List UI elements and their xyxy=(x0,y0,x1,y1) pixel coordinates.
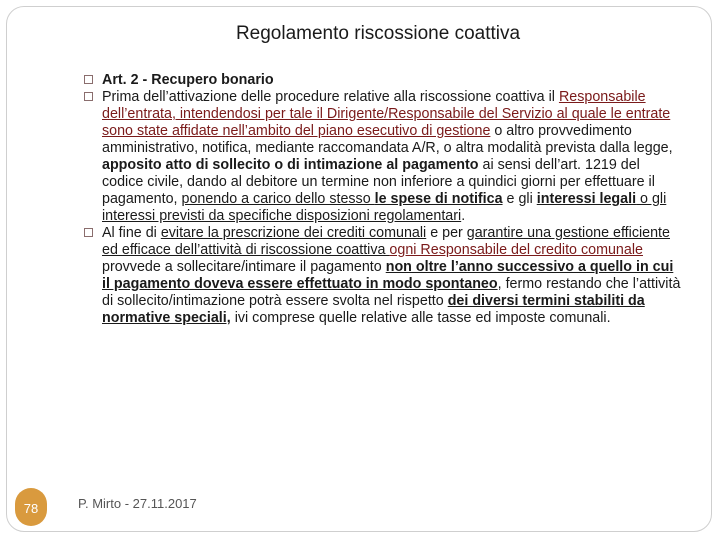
text-segment: e gli xyxy=(502,191,537,207)
slide-content xyxy=(82,72,682,327)
bullet-box-icon xyxy=(84,92,93,101)
bullet-box-icon xyxy=(84,228,93,237)
slide-title: Regolamento riscossione coattiva xyxy=(235,23,521,44)
text-underlined: o gli interessi previsti da specifiche disposizioni regolamentari xyxy=(102,191,667,224)
text-segment: , fermo restando che l’attività di sollecito/intimazione potrà essere svolta nel rispetto xyxy=(102,276,681,309)
bullet-prescrizione xyxy=(82,225,682,327)
slide-footer: P. Mirto - 27.11.2017 xyxy=(78,496,197,511)
text-segment: ai sensi dell’art. 1219 del codice civile, dando al debitore un termine non inferiore a quindici giorni per effettuare il pagamento, xyxy=(102,157,655,207)
text-segment: o altro provvedimento amministrativo, notifica, mediante raccomandata A/R, o altra modalità prevista dalla legge, xyxy=(102,123,673,156)
text-segment: provvede a sollecitare/intimare il pagamento xyxy=(102,259,386,275)
text-segment: Prima dell’attivazione delle procedure relative alla riscossione coattiva il xyxy=(102,89,559,105)
text-underlined-bold: interessi legali xyxy=(536,191,637,207)
text-segment: Al fine di xyxy=(102,225,161,241)
text-underlined-bold: non oltre l’anno successivo a quello in cui il pagamento doveva essere effettuato in modo spontaneo xyxy=(102,259,674,292)
text-segment: . xyxy=(461,208,466,224)
text-underlined-red: ogni Responsabile del credito comunale xyxy=(389,242,643,258)
text-underlined-red: Responsabile dell’entrata, intendendosi per tale il Dirigente/Responsabile del Servizio al quale le entrate sono state affidate nell’ambito del piano esecutivo di gestione xyxy=(102,89,671,139)
text-underlined-bold: dei diversi termini stabiliti da normative speciali, xyxy=(102,293,645,326)
text-underlined: ponendo a carico dello stesso xyxy=(181,191,375,207)
text-bold: apposito atto di sollecito o di intimazione al pagamento xyxy=(102,157,479,173)
text-underlined: garantire una gestione efficiente ed efficace dell’attività di riscossione coattiva xyxy=(102,225,670,258)
text-underlined: evitare la prescrizione dei crediti comunali xyxy=(160,225,427,241)
bullet-recupero-bonario xyxy=(82,89,682,225)
text-segment: ivi comprese quelle relative alle tasse ed imposte comunali. xyxy=(230,310,611,326)
bullet-box-icon xyxy=(84,75,93,84)
bullet-article-2 xyxy=(82,72,682,89)
text-underlined-bold: le spese di notifica xyxy=(374,191,503,207)
slide-number-badge: 78 xyxy=(15,488,47,526)
article-heading: Art. 2 - Recupero bonario xyxy=(102,72,274,88)
text-segment: e per xyxy=(426,225,467,241)
